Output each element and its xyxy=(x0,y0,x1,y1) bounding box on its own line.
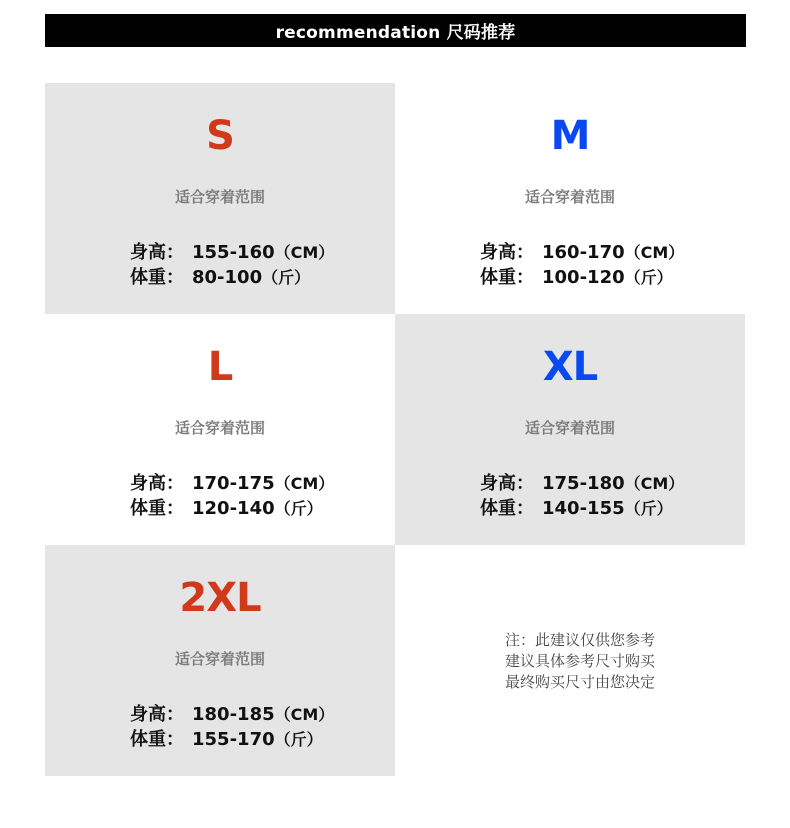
size-card-s xyxy=(45,83,395,314)
note-line: 注：此建议仅供您参考 xyxy=(505,631,656,649)
fit-range-subtitle: 适合穿着范围 xyxy=(524,188,615,206)
fit-range-subtitle: 适合穿着范围 xyxy=(174,419,265,437)
height-row xyxy=(130,471,334,496)
fit-range-subtitle: 适合穿着范围 xyxy=(524,419,615,437)
height-label: 身高： xyxy=(130,473,184,494)
weight-unit: （斤） xyxy=(274,499,323,518)
weight-value: 80-100 xyxy=(192,267,263,288)
size-specs xyxy=(130,702,334,752)
height-value: 160-170 xyxy=(542,242,625,263)
size-recommendation-grid xyxy=(45,83,745,776)
weight-value: 155-170 xyxy=(192,729,275,750)
weight-row xyxy=(130,496,334,521)
height-value: 180-185 xyxy=(192,704,275,725)
sizing-note xyxy=(505,630,655,693)
height-row xyxy=(480,240,684,265)
weight-label: 体重： xyxy=(130,267,184,288)
size-label: S xyxy=(206,113,234,159)
height-unit: （CM） xyxy=(274,243,335,262)
weight-unit: （斤） xyxy=(624,268,673,287)
weight-unit: （斤） xyxy=(262,268,311,287)
size-card-2xl xyxy=(45,545,395,776)
size-card-xl xyxy=(395,314,745,545)
weight-value: 120-140 xyxy=(192,498,275,519)
weight-row xyxy=(480,496,684,521)
height-value: 155-160 xyxy=(192,242,275,263)
height-label: 身高： xyxy=(130,704,184,725)
height-unit: （CM） xyxy=(624,243,685,262)
weight-row xyxy=(130,727,334,752)
size-card-l xyxy=(45,314,395,545)
weight-unit: （斤） xyxy=(624,499,673,518)
weight-label: 体重： xyxy=(130,498,184,519)
height-unit: （CM） xyxy=(624,474,685,493)
sizing-note-card xyxy=(395,545,745,776)
height-label: 身高： xyxy=(480,473,534,494)
height-row xyxy=(130,702,334,727)
height-unit: （CM） xyxy=(274,705,335,724)
header-title: recommendation 尺码推荐 xyxy=(275,23,516,43)
weight-label: 体重： xyxy=(480,267,534,288)
size-label: L xyxy=(207,344,233,390)
size-label: M xyxy=(550,113,590,159)
weight-row xyxy=(130,265,334,290)
size-specs xyxy=(130,471,334,521)
weight-value: 100-120 xyxy=(542,267,625,288)
size-specs xyxy=(480,471,684,521)
weight-row xyxy=(480,265,684,290)
height-value: 175-180 xyxy=(542,473,625,494)
weight-value: 140-155 xyxy=(542,498,625,519)
note-line: 建议具体参考尺寸购买 xyxy=(505,652,656,670)
height-row xyxy=(480,471,684,496)
note-line: 最终购买尺寸由您决定 xyxy=(505,673,656,691)
height-value: 170-175 xyxy=(192,473,275,494)
height-label: 身高： xyxy=(480,242,534,263)
height-unit: （CM） xyxy=(274,474,335,493)
size-card-m xyxy=(395,83,745,314)
size-label: 2XL xyxy=(179,575,261,621)
fit-range-subtitle: 适合穿着范围 xyxy=(174,650,265,668)
weight-label: 体重： xyxy=(130,729,184,750)
weight-unit: （斤） xyxy=(274,730,323,749)
weight-label: 体重： xyxy=(480,498,534,519)
fit-range-subtitle: 适合穿着范围 xyxy=(174,188,265,206)
height-row xyxy=(130,240,334,265)
header-banner xyxy=(45,14,746,47)
size-specs xyxy=(130,240,334,290)
size-label: XL xyxy=(542,344,598,390)
size-specs xyxy=(480,240,684,290)
height-label: 身高： xyxy=(130,242,184,263)
